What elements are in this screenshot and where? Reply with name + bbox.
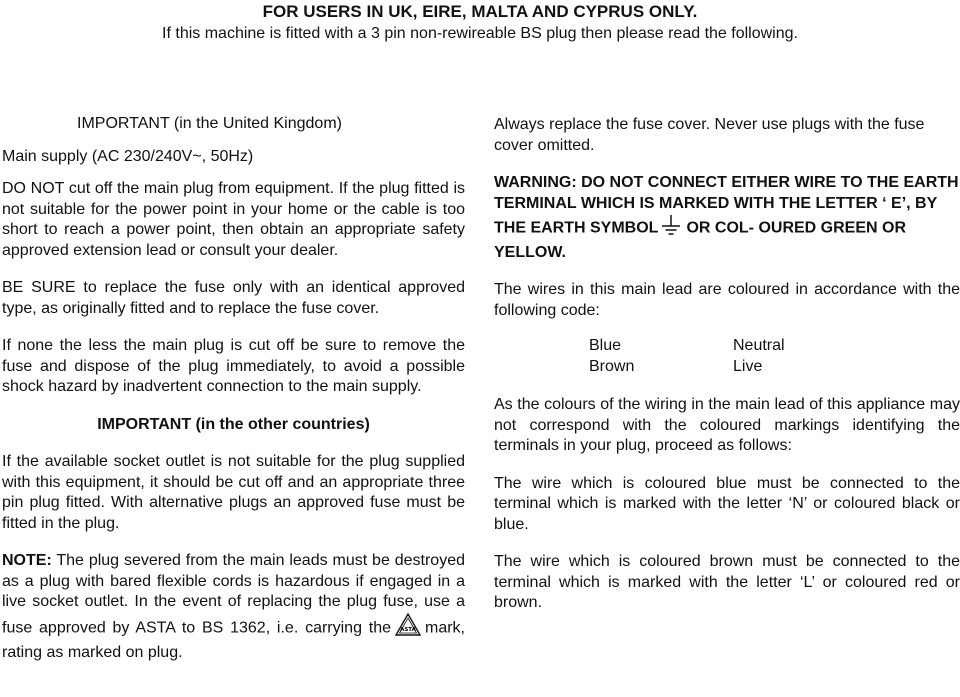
wires-intro-paragraph: The wires in this main lead are coloured in accordance with the following code: xyxy=(494,281,960,319)
important-other-heading: IMPORTANT (in the other countries) xyxy=(97,415,370,433)
note-label: NOTE: xyxy=(2,552,52,569)
left-column xyxy=(2,114,465,664)
blue-wire-paragraph: The wire which is coloured blue must be connected to the terminal which is marked with the letter ‘N’ or coloured black or blue. xyxy=(494,474,960,533)
wire-color: Blue xyxy=(589,337,622,354)
if-none-paragraph: If none the less the main plug is cut off be sure to remove the fuse and dispose of the plug immediately, to avoid a possible shock hazard by inadvertent connection to the main supply. xyxy=(2,337,465,395)
asta-mark-icon xyxy=(395,613,421,644)
earth-symbol-icon xyxy=(660,214,682,243)
note-paragraph xyxy=(2,551,465,664)
wire-function: Neutral xyxy=(733,337,785,354)
wire-color: Brown xyxy=(589,357,635,375)
note-text: The plug severed from the main leads must be destroyed as a plug with bared flexible cords is hazardous if engaged in a live socket outlet. In the event of replacing the plug fuse, use a fuse approved by ASTA to BS 1362, i.e. carrying the xyxy=(2,552,465,636)
be-sure-paragraph: BE SURE to replace the fuse only with an identical approved type, as originally fitted and to replace the fuse cover. xyxy=(2,279,465,317)
wire-function: Live xyxy=(733,357,763,375)
right-column xyxy=(494,115,960,614)
asta-mark-text: ASTA xyxy=(400,626,416,633)
page-title: FOR USERS IN UK, EIRE, MALTA AND CYPRUS ONLY. xyxy=(262,2,698,21)
important-uk-heading: IMPORTANT (in the United Kingdom) xyxy=(77,115,342,132)
as-colours-paragraph: As the colours of the wiring in the main lead of this appliance may not correspond with the coloured markings identifying the terminals in your plug, proceed as follows: xyxy=(494,396,960,454)
main-supply-text: Main supply (AC 230/240V~, 50Hz) xyxy=(2,147,254,165)
wire-code-table xyxy=(494,336,960,377)
page-header xyxy=(0,0,960,44)
brown-wire-paragraph: The wire which is coloured brown must be connected to the terminal which is marked with the letter ‘L’ or coloured red or brown. xyxy=(494,553,960,611)
warning-end: OR COL- OURED GREEN OR YELLOW. xyxy=(494,219,907,261)
wire-code-row xyxy=(589,336,960,357)
wire-code-row xyxy=(589,357,960,378)
page-subtitle: If this machine is fitted with a 3 pin non-rewireable BS plug then please read the following. xyxy=(162,25,798,42)
note-end: mark, rating as marked on plug. xyxy=(2,618,465,661)
do-not-cut-paragraph: DO NOT cut off the main plug from equipment. If the plug fitted is not suitable for the power point in your home or the cable is too short to reach a power point, then obtain an appropriate safety approved extension lead or consult your dealer. xyxy=(2,180,465,259)
if-available-paragraph: If the available socket outlet is not suitable for the plug supplied with this equipment, it should be cut off and an appropriate three pin plug fitted. With alternative plugs an approved fuse must be fitted in the plug. xyxy=(2,453,465,532)
warning-text: WARNING: DO NOT CONNECT EITHER WIRE TO THE EARTH TERMINAL WHICH IS MARKED WITH THE LETTER ‘ E’, BY THE EARTH SYMBOL xyxy=(494,174,959,237)
always-replace-paragraph: Always replace the fuse cover. Never use plugs with the fuse cover omitted. xyxy=(494,116,925,154)
warning-paragraph xyxy=(494,173,960,263)
